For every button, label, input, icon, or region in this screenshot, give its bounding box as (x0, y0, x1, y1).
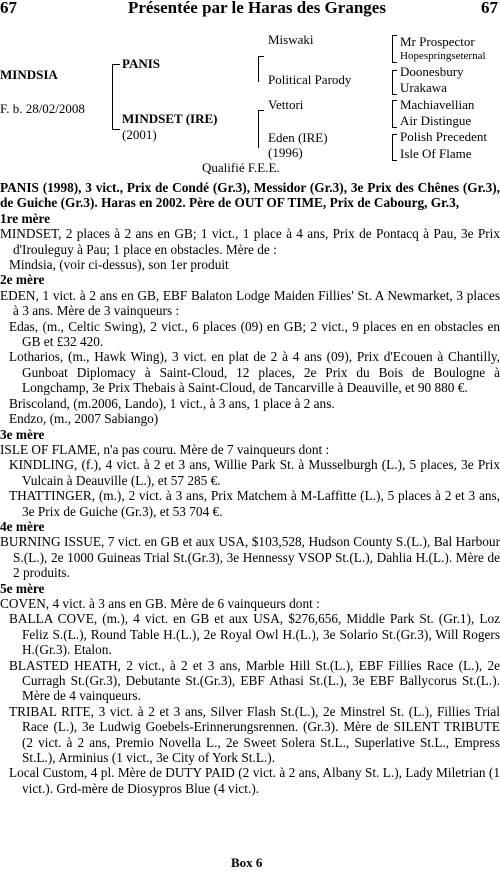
bracket-line (392, 100, 397, 101)
bracket-line (392, 62, 397, 63)
granddam-2-year: (1996) (268, 145, 303, 160)
entry: KINDLING, (f.), 4 vict. à 2 et 3 ans, Willie Park St. à Musselburgh (L.), 5 places, 3e Prix Vulcain à Deauville (L.), et 57 285 €. (9, 457, 500, 488)
bracket-line (392, 35, 393, 63)
section-title-2: 2e mère (0, 272, 45, 288)
section-title-4: 4e mère (0, 518, 45, 534)
bracket-line (392, 94, 397, 95)
section-title-3: 3e mère (0, 426, 45, 442)
bracket-line (392, 100, 393, 128)
entry: Briscoland, (m.2006, Lando), 1 vict., à 3 ans, 1 place à 2 ans. (9, 395, 335, 411)
entry: Mindsia, (voir ci-dessus), son 1er produit (9, 257, 229, 273)
bracket-line (258, 56, 259, 82)
dam-year: (2001) (122, 127, 157, 142)
bracket-line (112, 64, 113, 130)
sire-paragraph: PANIS (1998), 3 vict., Prix de Condé (Gr.3), Messidor (Gr.3), 3e Prix des Chênes (Gr.3), de Guiche (Gr.3). Haras en 2002. Père de OUT OF TIME, Prix de Cabourg, Gr.3, (0, 180, 500, 211)
entry: EDEN, 1 vict. à 2 ans en GB, EBF Balaton Lodge Maiden Fillies' St. A Newmarket, 3 places à 3 ans. Mère de 3 vainqueurs : (0, 287, 500, 319)
bracket-line (112, 129, 120, 130)
bracket-line (112, 64, 120, 65)
entry: ISLE OF FLAME, n'a pas couru. Mère de 7 vainqueurs dont : (0, 441, 330, 457)
bracket-line (392, 35, 397, 36)
entry: Edas, (m., Celtic Swing), 2 vict., 6 places (09) en GB; 2 vict., 9 places en en obstacles en GB et £32 420. (9, 318, 500, 350)
sire-name: PANIS (122, 56, 161, 71)
section-title-1: 1re mère (0, 210, 51, 226)
entry: COVEN, 4 vict. à 3 ans en GB. Mère de 6 vainqueurs dont : (0, 595, 320, 611)
bracket-line (258, 56, 264, 57)
bracket-line (392, 70, 393, 95)
horse-name: MINDSIA (0, 67, 58, 82)
section-title-5: 5e mère (0, 580, 45, 596)
page-title: Présentée par le Haras des Granges (128, 0, 386, 17)
grandsire-1: Miswaki (268, 32, 314, 47)
great-grandparent: Urakawa (400, 80, 447, 95)
page-number-right: 67 (481, 0, 498, 17)
bracket-line (392, 160, 397, 161)
entry: Endzo, (m., 2007 Sabiango) (9, 411, 159, 427)
great-grandparent: Hopespringseternal (400, 50, 486, 62)
bracket-line (392, 134, 397, 135)
great-grandparent: Doonesbury (400, 64, 464, 79)
box-number: Box 6 (231, 855, 263, 870)
entry: TRIBAL RITE, 3 vict. à 2 et 3 ans, Silver Flash St.(L.), 2e Minstrel St. (L.), Fillies Trial Race (L.), 3e Ludwig Goebels-Erinnerungsrennen. (Gr.3). Mère de SILENT TRIBUTE (2 vict. à 2 ans, Premio Novella L., 2e Sweet Solera St.L., Superlative St.L., Empress St.L.), Arminius (1 vict., 3e City of York St.L.). (9, 703, 500, 766)
page-number-left: 67 (0, 0, 17, 17)
entry: Local Custom, 4 pl. Mère de DUTY PAID (2 vict. à 2 ans, Albany St. L.), Lady Miletrian (1 vict.). Grd-mère de Diosypros Blue (4 vict.). (9, 765, 500, 796)
entry: BURNING ISSUE, 7 vict. en GB et aux USA, $103,528, Hudson County S.(L.), Bal Harbour S.(L.), 2e 1000 Guineas Trial St.(Gr.3), 3e Hennessy VSOP St.(L.), Dahlia H.(L.). Mère de 2 produits. (0, 534, 500, 581)
great-grandparent: Polish Precedent (400, 129, 488, 144)
bracket-line (258, 110, 259, 148)
entry: BLASTED HEATH, 2 vict., à 2 et 3 ans, Marble Hill St.(L.), EBF Fillies Race (L.), 2e Curragh St.(Gr.3), Debutante St.(Gr.3), EBF Athasi St.(L.), 3e EBF Ballycorus St.(L.). Mère de 4 vainqueurs. (9, 657, 500, 704)
bracket-line (392, 134, 393, 161)
great-grandparent: Air Distingue (400, 113, 472, 128)
great-grandparent: Machiavellian (400, 97, 475, 112)
qualification-note: Qualifié F.E.E. (202, 160, 280, 175)
entry: MINDSET, 2 places à 2 ans en GB; 1 vict., 1 place à 4 ans, Prix de Pontacq à Pau, 3e Prix d'Irouleguy à Pau; 1 place en obstacles. Mère de : (0, 226, 500, 257)
birth-info: F. b. 28/02/2008 (0, 101, 85, 116)
dam-name: MINDSET (IRE) (122, 111, 218, 126)
great-grandparent: Isle Of Flame (400, 146, 472, 161)
granddam-1: Political Parody (268, 72, 352, 87)
entry: BALLA COVE, (m.), 4 vict. en GB et aux USA, $276,656, Middle Park St. (Gr.1), Loz Feliz S.(L.), Round Table H.(L.), 2e Royal Owl H.(L.), 3e Solario St.(Gr.3), Will Rogers H.(Gr.3). Etalon. (9, 611, 500, 658)
bracket-line (392, 70, 397, 71)
entry: Lotharios, (m., Hawk Wing), 3 vict. en plat de 2 à 4 ans (09), Prix d'Ecouen à Chantilly, Gunboat Diplomacy à Saint-Cloud, 12 places, 2e Prix du Bois de Boulogne à Longchamp, 3e Prix Thebais à Saint-Cloud, de Tancarville à Deauville, et 90 880 €. (9, 349, 500, 396)
bracket-line (392, 127, 397, 128)
entry: THATTINGER, (m.), 2 vict. à 3 ans, Prix Matchem à M-Laffitte (L.), 5 places à 2 et 3 ans, 3e Prix de Guiche (Gr.3), et 53 704 €. (9, 488, 500, 519)
bracket-line (258, 110, 264, 111)
grandsire-2: Vettori (268, 97, 304, 112)
great-grandparent: Mr Prospector (400, 34, 475, 49)
catalogue-text (0, 180, 500, 796)
granddam-2: Eden (IRE) (268, 130, 328, 145)
